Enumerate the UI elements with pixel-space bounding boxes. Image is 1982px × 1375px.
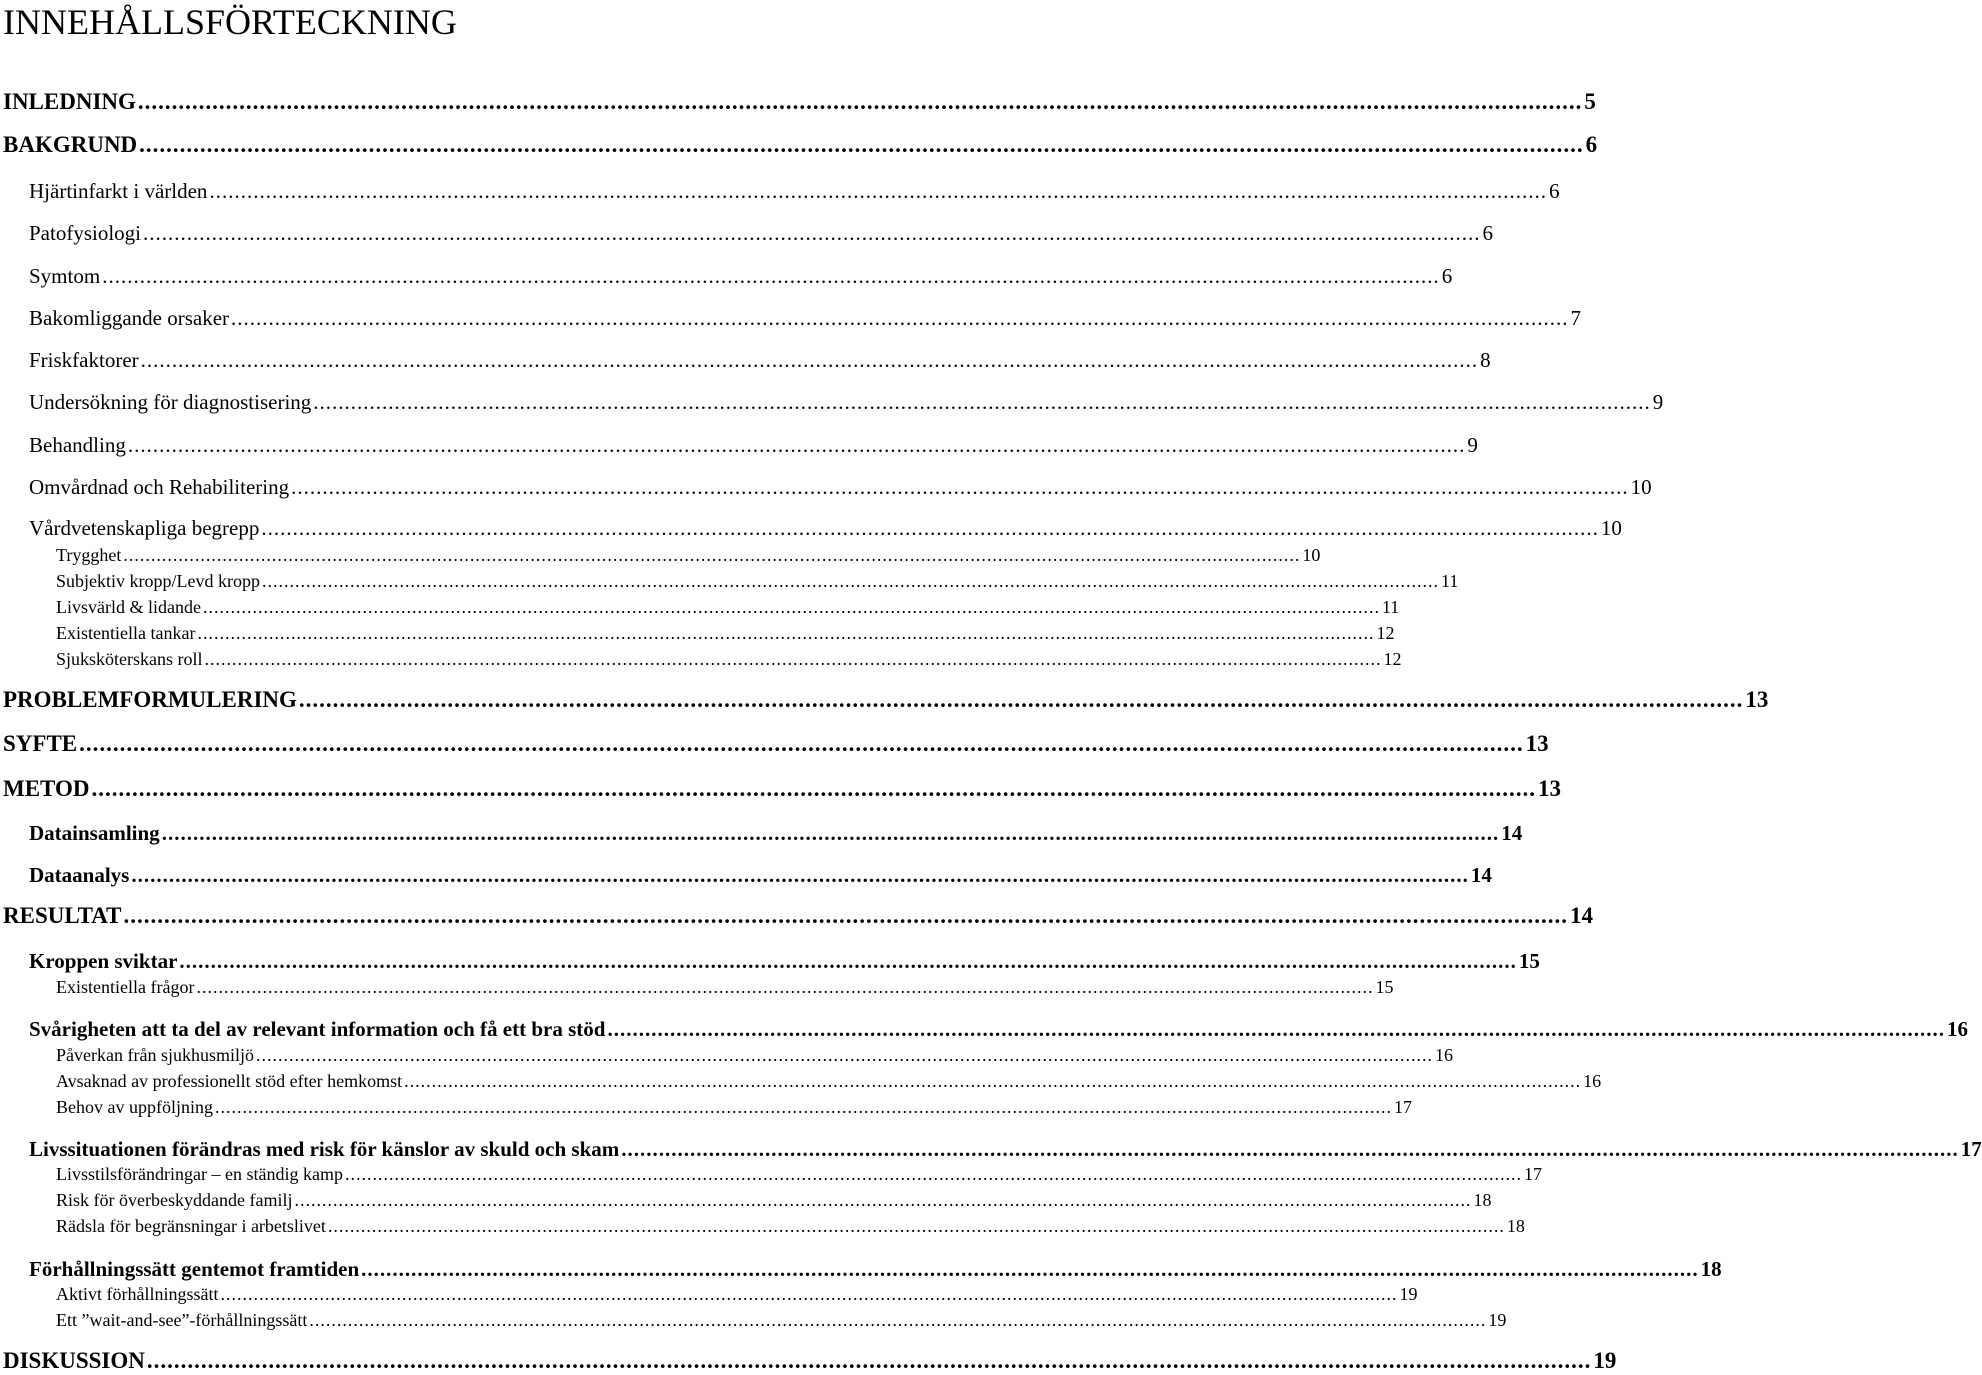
- toc-leader-dots: ......................................................................................................................................................................................................................: [404, 1071, 1582, 1091]
- toc-entry-label: Ett ”wait-and-see”-förhållningssätt: [56, 1310, 308, 1330]
- toc-entry[interactable]: [29, 513, 1622, 541]
- toc-entry[interactable]: [56, 1163, 1542, 1185]
- toc-leader-dots: ......................................................................................................................................................................................................................: [139, 132, 1584, 157]
- toc-entry-page: 19: [1399, 1284, 1418, 1304]
- toc-entry[interactable]: [3, 730, 1549, 758]
- toc-entry[interactable]: [3, 131, 1598, 159]
- toc-entry[interactable]: [56, 622, 1395, 644]
- toc-entry[interactable]: [56, 596, 1400, 618]
- toc-leader-dots: ......................................................................................................................................................................................................................: [361, 1257, 1699, 1281]
- toc-entry-label: Bakomliggande orsaker: [29, 306, 230, 330]
- toc-entry-page: 18: [1473, 1190, 1492, 1210]
- toc-entry-label: Livsvärld & lidande: [56, 597, 201, 617]
- toc-entry-page: 17: [1960, 1137, 1982, 1161]
- toc-leader-dots: ......................................................................................................................................................................................................................: [102, 264, 1440, 288]
- toc-entry-label: Vårdvetenskapliga begrepp: [29, 516, 260, 540]
- toc-entry-page: 10: [1302, 545, 1321, 565]
- toc-leader-dots: ......................................................................................................................................................................................................................: [313, 390, 1651, 414]
- toc-entry-label: Friskfaktorer: [29, 348, 139, 372]
- toc-entry[interactable]: [29, 1254, 1722, 1282]
- toc-entry[interactable]: [56, 570, 1459, 592]
- toc-entry-label: PROBLEMFORMULERING: [3, 687, 297, 712]
- toc-entry[interactable]: [3, 902, 1593, 930]
- toc-leader-dots: ......................................................................................................................................................................................................................: [344, 1164, 1522, 1184]
- toc-leader-dots: ......................................................................................................................................................................................................................: [309, 1310, 1487, 1330]
- toc-entry-page: 10: [1600, 516, 1622, 540]
- toc-entry-label: Behandling: [29, 433, 126, 457]
- toc-leader-dots: ......................................................................................................................................................................................................................: [137, 89, 1583, 114]
- toc-leader-dots: ......................................................................................................................................................................................................................: [607, 1017, 1945, 1041]
- toc-entry[interactable]: [56, 976, 1394, 998]
- toc-entry-label: Aktivt förhållningssätt: [56, 1284, 219, 1304]
- toc-leader-dots: ......................................................................................................................................................................................................................: [197, 623, 1375, 643]
- toc-leader-dots: ......................................................................................................................................................................................................................: [79, 731, 1524, 756]
- toc-entry[interactable]: [29, 303, 1582, 331]
- toc-entry-page: 14: [1569, 903, 1593, 928]
- toc-entry[interactable]: [29, 176, 1560, 204]
- toc-entry-page: 18: [1700, 1257, 1722, 1281]
- toc-leader-dots: ......................................................................................................................................................................................................................: [255, 1045, 1433, 1065]
- toc-leader-dots: ......................................................................................................................................................................................................................: [220, 1284, 1398, 1304]
- toc-entry-page: 9: [1467, 433, 1478, 457]
- toc-entry-page: 17: [1393, 1097, 1412, 1117]
- toc-entry-page: 16: [1583, 1071, 1602, 1091]
- toc-entry-label: Undersökning för diagnostisering: [29, 390, 312, 414]
- toc-leader-dots: ......................................................................................................................................................................................................................: [179, 949, 1517, 973]
- toc-leader-dots: ......................................................................................................................................................................................................................: [161, 821, 1500, 845]
- toc-leader-dots: ......................................................................................................................................................................................................................: [143, 221, 1481, 245]
- toc-entry-label: RESULTAT: [3, 903, 122, 928]
- toc-leader-dots: ......................................................................................................................................................................................................................: [123, 903, 1568, 928]
- toc-entry[interactable]: [29, 946, 1540, 974]
- toc-entry[interactable]: [29, 1014, 1968, 1042]
- toc-leader-dots: ......................................................................................................................................................................................................................: [131, 863, 1469, 887]
- toc-entry[interactable]: [29, 818, 1523, 846]
- toc-leader-dots: ......................................................................................................................................................................................................................: [127, 433, 1466, 457]
- toc-entry-label: Patofysiologi: [29, 221, 142, 245]
- toc-entry-label: BAKGRUND: [3, 132, 138, 157]
- toc-leader-dots: ......................................................................................................................................................................................................................: [261, 516, 1599, 540]
- toc-entry-label: DISKUSSION: [3, 1348, 145, 1373]
- toc-leader-dots: ......................................................................................................................................................................................................................: [204, 649, 1382, 669]
- toc-entry-label: Sjuksköterskans roll: [56, 649, 203, 669]
- toc-entry-label: Risk för överbeskyddande familj: [56, 1190, 293, 1210]
- toc-entry-label: Livssituationen förändras med risk för känslor av skuld och skam: [29, 1137, 620, 1161]
- toc-entry-page: 18: [1506, 1216, 1525, 1236]
- toc-leader-dots: ......................................................................................................................................................................................................................: [261, 571, 1439, 591]
- toc-leader-dots: ......................................................................................................................................................................................................................: [291, 475, 1629, 499]
- toc-leader-dots: ......................................................................................................................................................................................................................: [298, 687, 1744, 712]
- toc-entry-page: 16: [1946, 1017, 1968, 1041]
- toc-entry-page: 14: [1501, 821, 1523, 845]
- toc-entry[interactable]: [29, 218, 1494, 246]
- toc-leader-dots: ......................................................................................................................................................................................................................: [202, 597, 1380, 617]
- toc-entry-label: Dataanalys: [29, 863, 130, 887]
- toc-leader-dots: ......................................................................................................................................................................................................................: [196, 977, 1374, 997]
- toc-entry-label: Svårigheten att ta del av relevant information och få ett bra stöd: [29, 1017, 606, 1041]
- toc-entry[interactable]: [3, 775, 1561, 803]
- toc-leader-dots: ......................................................................................................................................................................................................................: [123, 545, 1301, 565]
- toc-entry-page: 6: [1548, 179, 1560, 203]
- toc-leader-dots: ......................................................................................................................................................................................................................: [214, 1097, 1392, 1117]
- toc-entry[interactable]: [56, 1070, 1602, 1092]
- toc-leader-dots: ......................................................................................................................................................................................................................: [294, 1190, 1472, 1210]
- toc-entry-label: Existentiella frågor: [56, 977, 195, 997]
- toc-entry-page: 19: [1488, 1310, 1507, 1330]
- toc-entry-page: 12: [1383, 649, 1402, 669]
- toc-entry-page: 19: [1593, 1348, 1617, 1373]
- toc-entry[interactable]: [29, 430, 1478, 458]
- toc-entry[interactable]: [56, 648, 1402, 670]
- toc-entry-page: 10: [1630, 475, 1652, 499]
- toc-entry-label: Datainsamling: [29, 821, 160, 845]
- toc-entry-page: 13: [1537, 776, 1561, 801]
- toc-leader-dots: ......................................................................................................................................................................................................................: [621, 1137, 1959, 1161]
- toc-leader-dots: ......................................................................................................................................................................................................................: [231, 306, 1569, 330]
- toc-entry[interactable]: [56, 1096, 1412, 1118]
- toc-entry-page: 9: [1652, 390, 1664, 414]
- toc-entry-label: Kroppen sviktar: [29, 949, 178, 973]
- toc-entry-label: Hjärtinfarkt i världen: [29, 179, 208, 203]
- toc-entry[interactable]: [56, 1283, 1418, 1305]
- toc-entry-page: 12: [1376, 623, 1395, 643]
- toc-leader-dots: ......................................................................................................................................................................................................................: [146, 1348, 1592, 1373]
- toc-entry-label: Rädsla för begränsningar i arbetslivet: [56, 1216, 326, 1236]
- toc-entry-label: Avsaknad av professionellt stöd efter hemkomst: [56, 1071, 403, 1091]
- toc-entry[interactable]: [29, 261, 1453, 289]
- toc-entry-label: Påverkan från sjukhusmiljö: [56, 1045, 254, 1065]
- toc-entry-page: 13: [1525, 731, 1549, 756]
- toc-entry-label: METOD: [3, 776, 90, 801]
- toc-entry[interactable]: [56, 544, 1321, 566]
- page-title: INNEHÅLLSFÖRTECKNING: [3, 2, 457, 42]
- toc-entry-label: Trygghet: [56, 545, 122, 565]
- toc-entry[interactable]: [56, 1189, 1492, 1211]
- toc-leader-dots: ......................................................................................................................................................................................................................: [140, 348, 1479, 372]
- toc-entry-page: 11: [1440, 571, 1459, 591]
- toc-entry[interactable]: [29, 345, 1491, 373]
- toc-entry[interactable]: [56, 1215, 1525, 1237]
- toc-entry-page: 5: [1584, 89, 1596, 114]
- toc-entry-label: Existentiella tankar: [56, 623, 196, 643]
- toc-entry[interactable]: [3, 88, 1596, 116]
- toc-entry-page: 7: [1570, 306, 1582, 330]
- toc-entry[interactable]: [29, 1134, 1982, 1162]
- toc-entry-page: 8: [1480, 348, 1491, 372]
- toc-entry[interactable]: [56, 1309, 1507, 1331]
- toc-entry-label: SYFTE: [3, 731, 78, 756]
- toc-entry-page: 15: [1375, 977, 1394, 997]
- toc-entry-label: Symtom: [29, 264, 101, 288]
- toc-entry-page: 14: [1470, 863, 1492, 887]
- toc-entry[interactable]: [3, 1347, 1617, 1375]
- toc-entry-label: Subjektiv kropp/Levd kropp: [56, 571, 260, 591]
- toc-leader-dots: ......................................................................................................................................................................................................................: [209, 179, 1547, 203]
- toc-entry-label: Förhållningssätt gentemot framtiden: [29, 1257, 360, 1281]
- toc-entry-label: Omvårdnad och Rehabilitering: [29, 475, 290, 499]
- toc-entry-page: 6: [1441, 264, 1453, 288]
- toc-entry-label: Livsstilsförändringar – en ständig kamp: [56, 1164, 343, 1184]
- toc-leader-dots: ......................................................................................................................................................................................................................: [327, 1216, 1505, 1236]
- toc-entry[interactable]: [29, 472, 1652, 500]
- toc-leader-dots: ......................................................................................................................................................................................................................: [91, 776, 1536, 801]
- toc-entry-label: Behov av uppföljning: [56, 1097, 213, 1117]
- toc-entry-page: 6: [1482, 221, 1494, 245]
- toc-entry-page: 17: [1523, 1164, 1542, 1184]
- toc-entry-page: 16: [1434, 1045, 1453, 1065]
- toc-entry[interactable]: [56, 1044, 1453, 1066]
- toc-entry[interactable]: [29, 860, 1492, 888]
- toc-entry-page: 13: [1745, 687, 1769, 712]
- toc-entry[interactable]: [3, 686, 1769, 714]
- toc-entry-page: 6: [1585, 132, 1598, 157]
- toc-entry[interactable]: [29, 387, 1664, 415]
- toc-entry-page: 15: [1518, 949, 1540, 973]
- toc-entry-label: INLEDNING: [3, 89, 136, 114]
- toc-entry-page: 11: [1381, 597, 1400, 617]
